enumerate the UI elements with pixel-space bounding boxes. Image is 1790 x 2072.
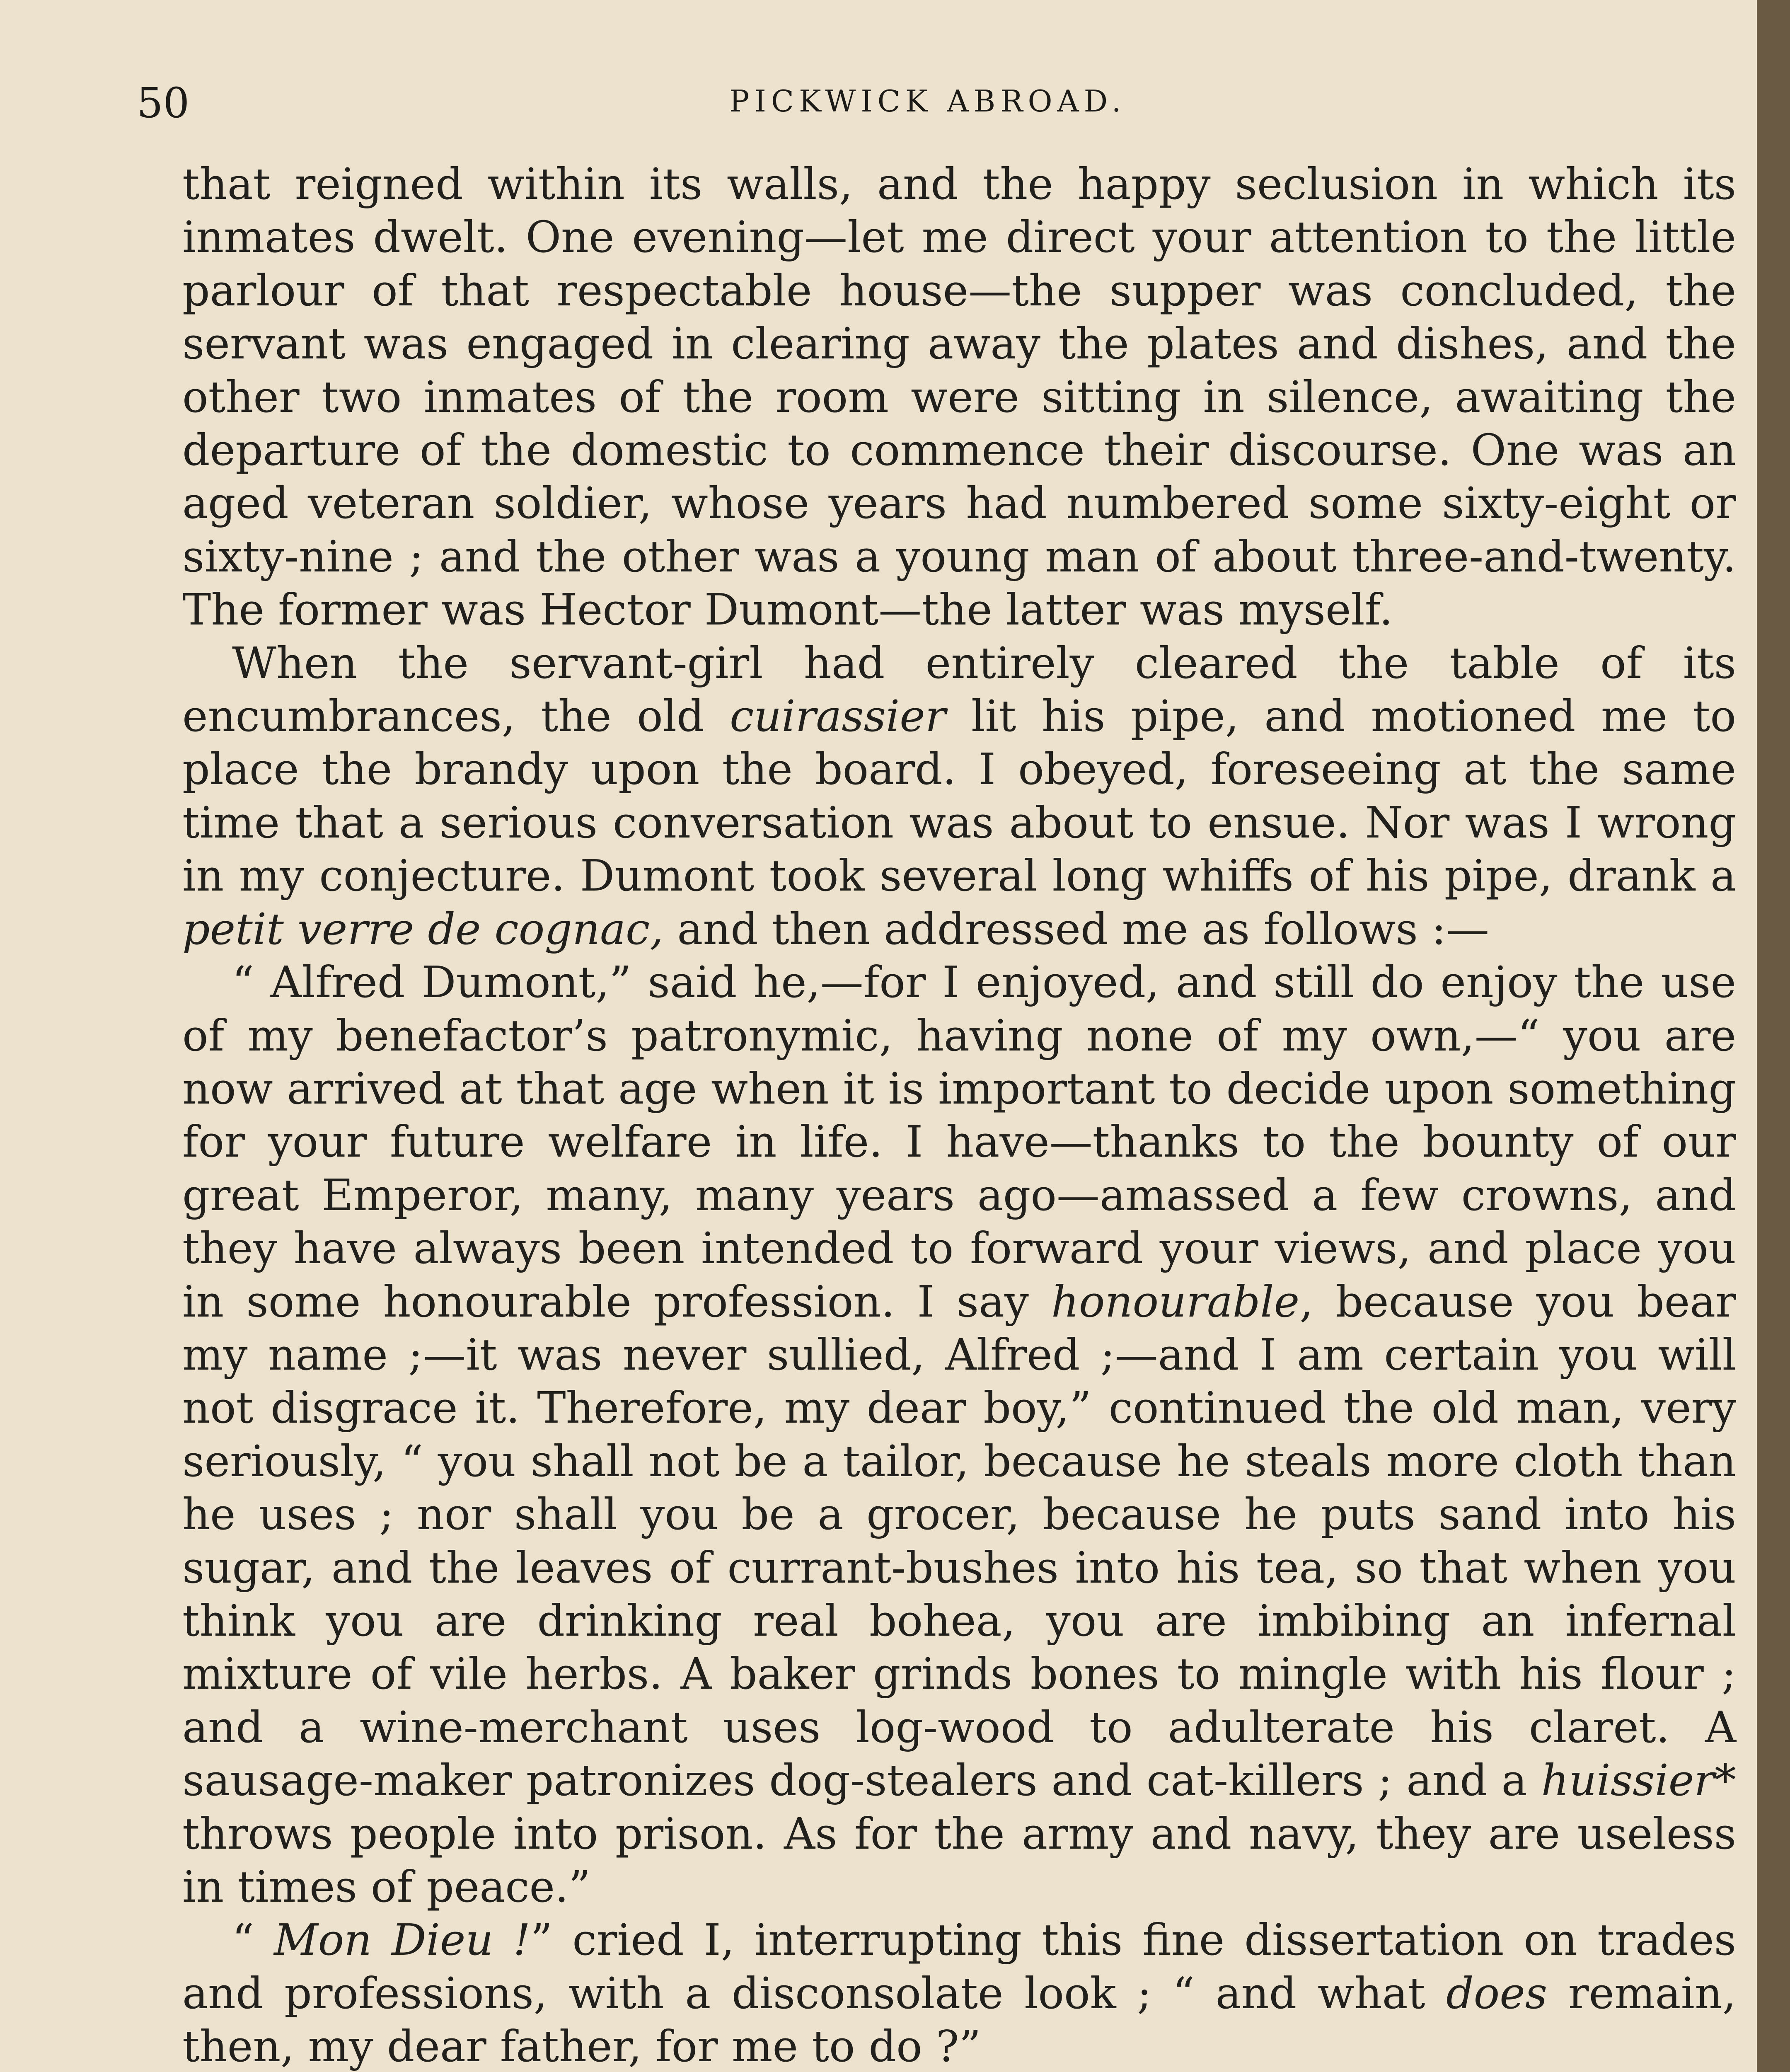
italic-text: cuirassier [730, 691, 946, 742]
paragraph [182, 956, 1736, 1913]
page-edge-shadow [1757, 0, 1790, 2072]
text-segment: and then addressed me as follows :— [663, 903, 1490, 954]
paragraph [182, 637, 1736, 956]
paragraph [182, 157, 1736, 637]
running-head: PICKWICK ABROAD. [729, 84, 1126, 119]
text-segment: remain, then, my dear father, for me to do ?” [182, 1968, 1736, 2072]
text-segment: , because you bear my name ;—it was never sullied, Alfred ;—and I am certain you will not disgrace it. Therefore, my dear boy,” continued the old man, very seriously, “ you shall not be a tailor, because he steals more cloth than he uses ; nor shall you be a grocer, because he puts sand into his sugar, and the leaves of currant-bushes into his tea, so that when you think you are drinking real bohea, you are imbibing an infernal mixture of vile herbs. A baker grinds bones to mingle with his flour ; and a wine-merchant uses log-wood to adulterate his claret. A sausage-maker patronizes dog-stealers and cat-killers ; and a [182, 1276, 1736, 1806]
italic-text: huissier [1541, 1755, 1715, 1806]
text-segment: “ Alfred Dumont,” said he,—for I enjoyed, and still do enjoy the use of my benefactor’s patronymic, having none of my own,—“ you are now arrived at that age when it is important to decide upon something for your future welfare in life. I have—thanks to the bounty of our great Emperor, many, many years ago—amassed a few crowns, and they have always been intended to forward your views, and place you in some honourable profession. I say [182, 957, 1736, 1327]
text-segment: When the servant-girl had entirely cleared the table of its encumbrances, the old [182, 637, 1736, 742]
body-text [182, 157, 1736, 2072]
text-segment: ” cried I, interrupting this fine dissertation on trades and professions, with a disconsolate look ; “ and what [182, 1915, 1737, 2019]
text-segment: * throws people into prison. As for the army and navy, they are useless in times of peace.” [182, 1755, 1736, 1912]
text-segment: that reigned within its walls, and the happy seclusion in which its inmates dwelt. One evening—let me direct your attention to the little parlour of that respectable house—the supper was concluded, the servant was engaged in clearing away the plates and dishes, and the other two inmates of the room were sitting in silence, awaiting the departure of the domestic to commence their discourse. One was an aged veteran soldier, whose years had numbered some sixty-eight or sixty-nine ; and the other was a young man of about three-and-twenty. The former was Hector Dumont—the latter was myself. [182, 159, 1736, 635]
italic-text: Mon Dieu ! [274, 1915, 531, 1965]
text-segment: lit his pipe, and motioned me to place the brandy upon the board. I obeyed, foreseeing at the same time that a serious conversation was about to ensue. Nor was I wrong in my conjecture. Dumont took several long whiffs of his pipe, drank a [182, 691, 1736, 901]
italic-text: honourable [1051, 1276, 1300, 1327]
italic-text: petit verre de cognac, [182, 903, 664, 954]
page-header [137, 79, 1699, 128]
paragraph [182, 1913, 1736, 2072]
text-segment: “ [232, 1915, 274, 1965]
page-number: 50 [137, 79, 190, 127]
italic-text: does [1446, 1968, 1548, 2019]
